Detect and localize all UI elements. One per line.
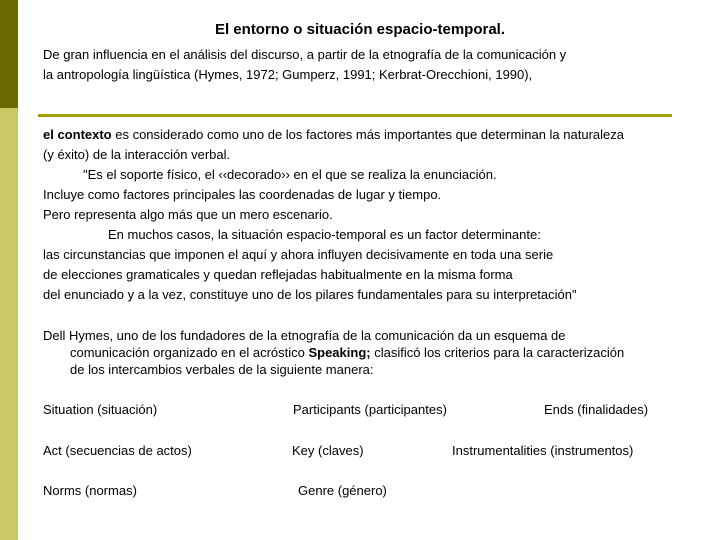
hymes-line-2 <box>43 344 683 361</box>
speaking-instrumentalities: Instrumentalities (instrumentos) <box>452 443 634 458</box>
divider-rule <box>38 114 672 117</box>
hymes-line-2-pre: comunicación organizado en el acróstico <box>70 345 309 360</box>
intro-line-2: la antropología lingüística (Hymes, 1972; Gumperz, 1991; Kerbrat-Orecchioni, 1990), <box>43 67 533 82</box>
context-line-5: Pero representa algo más que un mero escenario. <box>43 207 333 222</box>
speaking-ends: Ends (finalidades) <box>544 402 649 417</box>
speaking-key: Key (claves) <box>292 443 364 458</box>
speaking-act: Act (secuencias de actos) <box>43 443 192 458</box>
hymes-line-2-post: clasificó los criterios para la caracterización <box>370 345 625 360</box>
context-line-1 <box>43 125 708 145</box>
context-line-1-rest: es considerado como uno de los factores más importantes que determinan la naturaleza <box>111 127 624 142</box>
intro-line-1: De gran influencia en el análisis del discurso, a partir de la etnografía de la comunicación y <box>43 47 567 62</box>
context-term: el contexto <box>43 127 112 142</box>
context-paragraph <box>43 125 708 305</box>
speaking-situation: Situation (situación) <box>43 402 158 417</box>
context-line-4: Incluye como factores principales las coordenadas de lugar y tiempo. <box>43 187 442 202</box>
speaking-norms: Norms (normas) <box>43 483 137 498</box>
speaking-term: Speaking; <box>308 345 371 360</box>
hymes-line-1: Dell Hymes, uno de los fundadores de la etnografía de la comunicación da un esquema de <box>43 328 566 343</box>
context-line-9: del enunciado y a la vez, constituye uno de los pilares fundamentales para su interpretación" <box>43 287 577 302</box>
context-line-8: de elecciones gramaticales y quedan reflejadas habitualmente en la misma forma <box>43 267 513 282</box>
context-line-2: (y éxito) de la interacción verbal. <box>43 147 231 162</box>
context-line-6: En muchos casos, la situación espacio-temporal es un factor determinante: <box>108 227 541 242</box>
speaking-genre: Genre (género) <box>298 483 387 498</box>
context-line-3: "Es el soporte físico, el ‹‹decorado›› en el que se realiza la enunciación. <box>83 167 497 182</box>
intro-paragraph <box>43 45 703 85</box>
context-line-7: las circunstancias que imponen el aquí y ahora influyen decisivamente en toda una serie <box>43 247 554 262</box>
hymes-line-3: de los intercambios verbales de la siguiente manera: <box>70 362 374 377</box>
hymes-paragraph <box>43 327 683 378</box>
slide-title: El entorno o situación espacio-temporal. <box>214 21 506 38</box>
sidebar-stripe-top <box>0 0 18 108</box>
speaking-participants: Participants (participantes) <box>293 402 447 417</box>
